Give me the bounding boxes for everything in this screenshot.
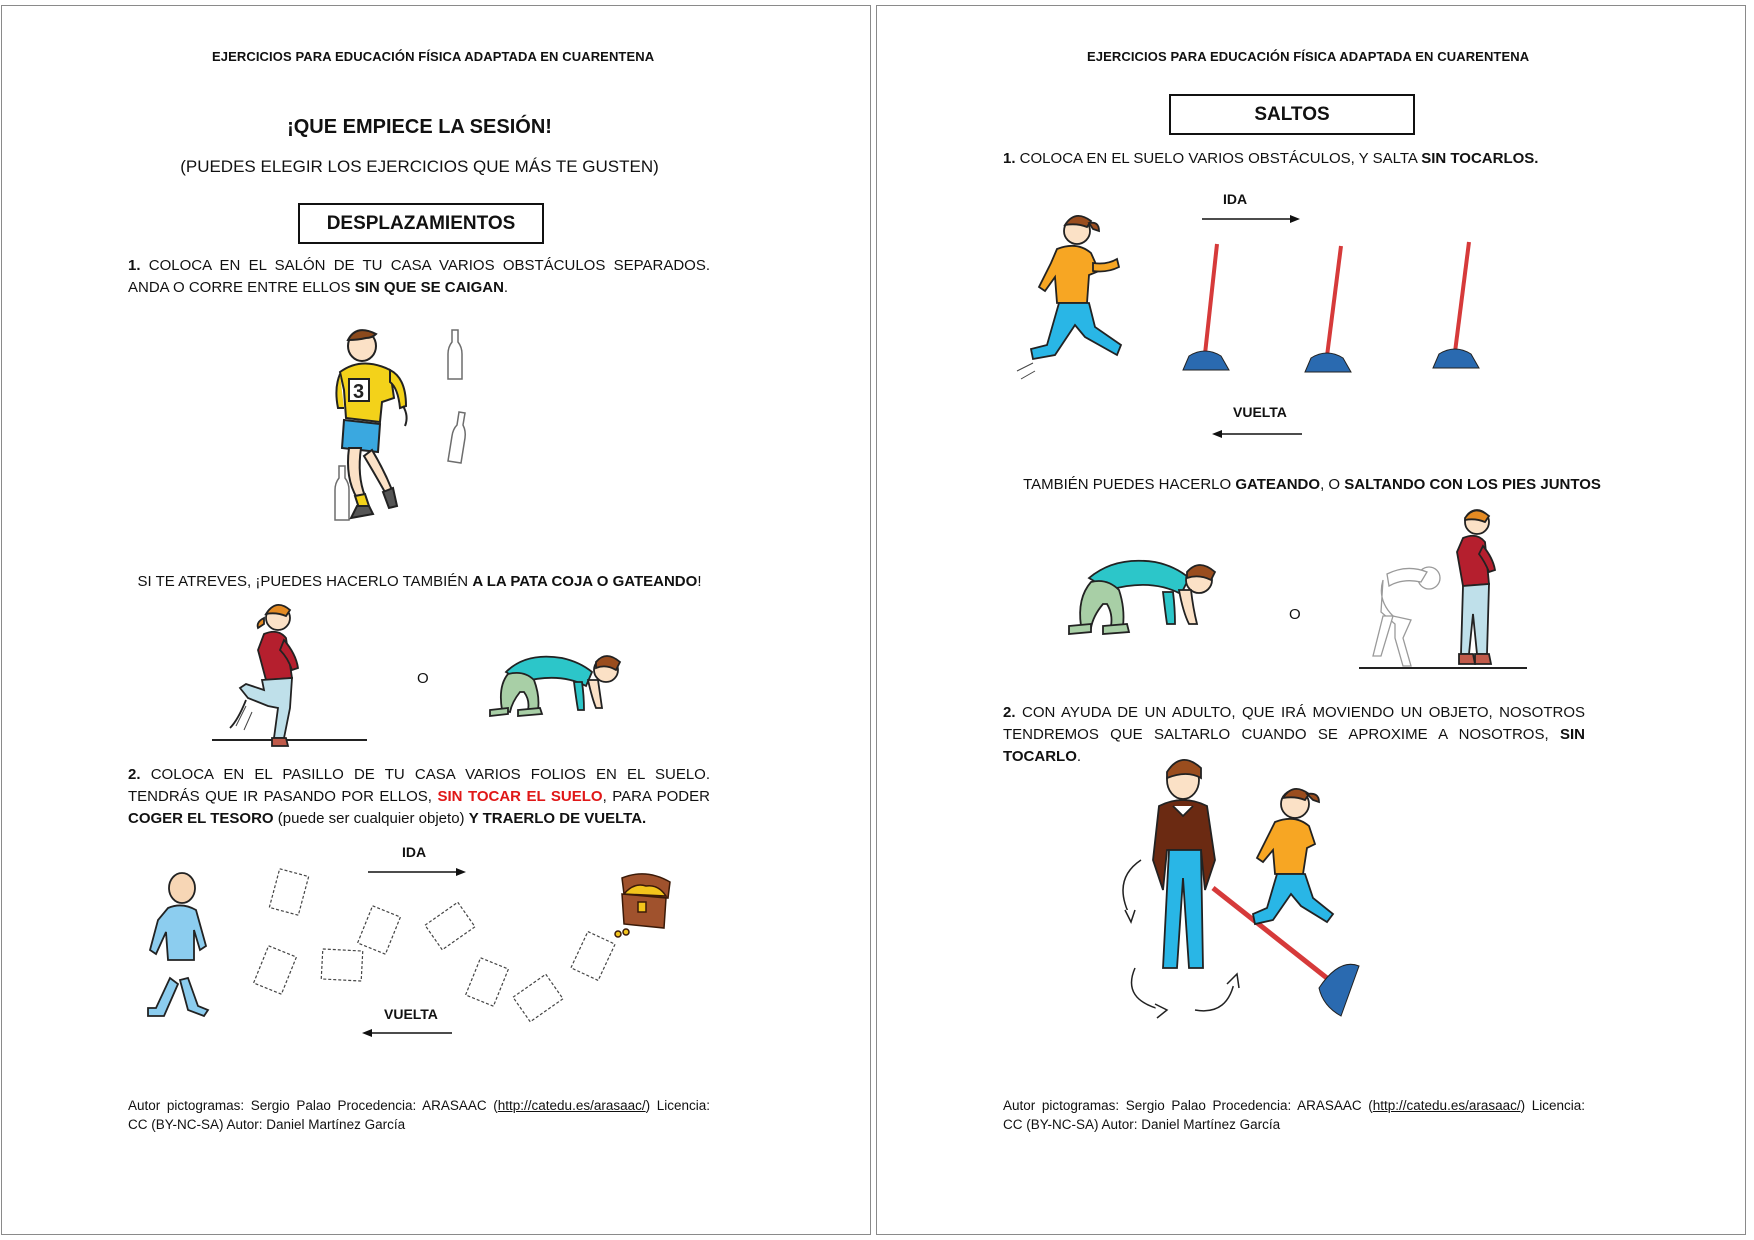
page-header: EJERCICIOS PARA EDUCACIÓN FÍSICA ADAPTADA EN CUARENTENA	[1087, 49, 1530, 64]
session-subtitle: (PUEDES ELEGIR LOS EJERCICIOS QUE MÁS TE GUSTEN)	[180, 157, 659, 176]
bottle-icon	[448, 330, 462, 379]
dare-text	[2, 571, 837, 593]
broom-icon	[1305, 246, 1351, 372]
exercise-emphasis: SIN TOCARLO	[1003, 726, 1585, 765]
exercise-text: COLOCA EN EL SUELO VARIOS OBSTÁCULOS, Y SALTA	[1015, 150, 1422, 167]
paper-icon	[254, 946, 297, 994]
shoe-icon	[1459, 654, 1475, 664]
exercise-1-text	[128, 255, 710, 299]
credits-text: Autor pictogramas: Sergio Palao Procedencia: ARASAAC (	[1003, 1098, 1373, 1113]
paper-icon	[358, 906, 401, 954]
alt-emphasis: SALTANDO CON LOS PIES JUNTOS	[1344, 476, 1601, 493]
vuelta-label: VUELTA	[384, 1006, 438, 1022]
arrow-right-icon	[1202, 213, 1304, 225]
left-page	[1, 5, 871, 1235]
alt-text: TAMBIÉN PUEDES HACERLO	[1023, 476, 1236, 493]
number-three-icon: 3	[353, 381, 365, 403]
dare-emphasis: A LA PATA COJA O GATEANDO	[472, 573, 698, 590]
exercise-2-text	[128, 764, 710, 830]
ghost-crouch-figure-icon	[1373, 567, 1440, 666]
credits-footer	[128, 1096, 710, 1134]
arrow-left-icon	[362, 1027, 452, 1039]
broom-icon	[1433, 242, 1479, 368]
exercise-number: 1.	[128, 257, 141, 274]
bottle-icon	[448, 412, 465, 463]
feet-together-jump-illustration	[1357, 504, 1527, 684]
arasaac-link[interactable]: http://catedu.es/arasaac/	[1372, 1098, 1521, 1113]
exercise-emphasis: Y TRAERLO DE VUELTA.	[468, 810, 647, 827]
exercise-text: , PARA PODER	[602, 788, 710, 805]
exercise-text-end: .	[503, 279, 509, 296]
credits-footer	[1003, 1096, 1585, 1134]
dare-text-start: SI TE ATREVES, ¡PUEDES HACERLO TAMBIÉN	[137, 573, 473, 590]
paper-sheets	[254, 869, 615, 1022]
exercise-number: 2.	[1003, 704, 1016, 721]
pants-icon	[1080, 581, 1123, 628]
right-page	[876, 5, 1746, 1235]
paper-icon	[269, 869, 308, 915]
jumping-child-illustration	[1007, 211, 1137, 386]
pants-icon	[240, 678, 292, 738]
exercise-emphasis: SIN TOCARLOS.	[1421, 150, 1539, 167]
brooms-illustration	[1177, 238, 1487, 378]
broom-icon	[1213, 888, 1359, 1016]
exercise-text: COLOCA EN EL PASILLO DE TU CASA VARIOS FOLIOS EN EL SUELO. TENDRÁS QUE IR PASANDO POR ELLOS,	[128, 766, 710, 805]
pants-icon	[1031, 303, 1121, 359]
paper-icon	[321, 949, 363, 981]
or-label: O	[1289, 606, 1301, 623]
paper-path-illustration	[132, 866, 692, 1026]
hair-icon	[266, 605, 290, 616]
ida-label: IDA	[1223, 191, 1248, 207]
page-header: EJERCICIOS PARA EDUCACIÓN FÍSICA ADAPTADA EN CUARENTENA	[212, 49, 655, 64]
shirt-icon	[1039, 246, 1099, 303]
shoe-icon	[272, 738, 288, 746]
adult-sweeping-child-jumping-illustration	[1097, 758, 1367, 1030]
shoe-icon	[383, 488, 397, 508]
jump-exercise-1-text	[1003, 148, 1603, 170]
exercise-text: COLOCA EN EL SALÓN DE TU CASA VARIOS OBSTÁCULOS SEPARADOS. ANDA O CORRE ENTRE ELLOS	[128, 257, 710, 296]
shoe-icon	[351, 506, 373, 518]
motion-arrow-icon	[1123, 860, 1141, 918]
exercise-number: 2.	[128, 766, 141, 783]
hopping-girl-illustration	[212, 596, 372, 756]
credits-text: ) Licencia: CC (BY-NC-SA) Autor: Daniel Martínez García	[128, 1098, 710, 1132]
shoe-icon	[1475, 654, 1491, 664]
session-title: ¡QUE EMPIECE LA SESIÓN!	[287, 116, 552, 138]
paper-icon	[571, 932, 615, 981]
exercise-warning: SIN TOCAR EL SUELO	[437, 788, 603, 805]
hair-icon	[1465, 510, 1489, 522]
jumping-child-icon	[1253, 789, 1333, 924]
crawling-child-illustration	[1059, 544, 1219, 652]
section-title-desplazamientos: DESPLAZAMIENTOS	[298, 203, 544, 244]
adult-figure-icon	[1153, 760, 1215, 968]
or-label: O	[417, 670, 429, 687]
treasure-chest-icon	[615, 874, 670, 937]
arrow-left-icon	[1212, 428, 1304, 440]
alt-text: , O	[1320, 476, 1345, 493]
exercise-text: CON AYUDA DE UN ADULTO, QUE IRÁ MOVIENDO UN OBJETO, NOSOTROS TENDREMOS QUE SALTARLO CUANDO SE APROXIME A NOSOTROS,	[1003, 704, 1585, 743]
arasaac-link[interactable]: http://catedu.es/arasaac/	[497, 1098, 646, 1113]
ida-label: IDA	[402, 844, 427, 860]
exercise-number: 1.	[1003, 150, 1016, 167]
runner-with-bottles-illustration	[327, 324, 487, 529]
paper-icon	[466, 958, 509, 1006]
crawling-child-illustration	[488, 632, 628, 724]
pants-icon	[1461, 584, 1489, 654]
broom-icon	[1183, 244, 1229, 370]
exercise-text-end: .	[1076, 748, 1082, 765]
motion-arrow-icon	[1132, 968, 1164, 1010]
exercise-emphasis: SIN QUE SE CAIGAN	[354, 279, 504, 296]
exercise-emphasis: COGER EL TESORO	[128, 810, 274, 827]
hair-icon	[1065, 216, 1091, 227]
jump-alternatives-text	[877, 474, 1747, 496]
paper-icon	[425, 902, 475, 950]
vuelta-label: VUELTA	[1233, 404, 1287, 420]
exercise-text: (puede ser cualquier objeto)	[273, 810, 469, 827]
credits-text: Autor pictogramas: Sergio Palao Procedencia: ARASAAC (	[128, 1098, 498, 1113]
pants-icon	[501, 673, 539, 712]
credits-text: ) Licencia: CC (BY-NC-SA) Autor: Daniel Martínez García	[1003, 1098, 1585, 1132]
walking-figure-icon	[148, 873, 208, 1016]
alt-emphasis: GATEANDO	[1235, 476, 1321, 493]
paper-icon	[513, 974, 563, 1022]
section-title-saltos: SALTOS	[1169, 94, 1415, 135]
bottle-icon	[335, 466, 349, 520]
dare-text-end: !	[697, 573, 702, 590]
